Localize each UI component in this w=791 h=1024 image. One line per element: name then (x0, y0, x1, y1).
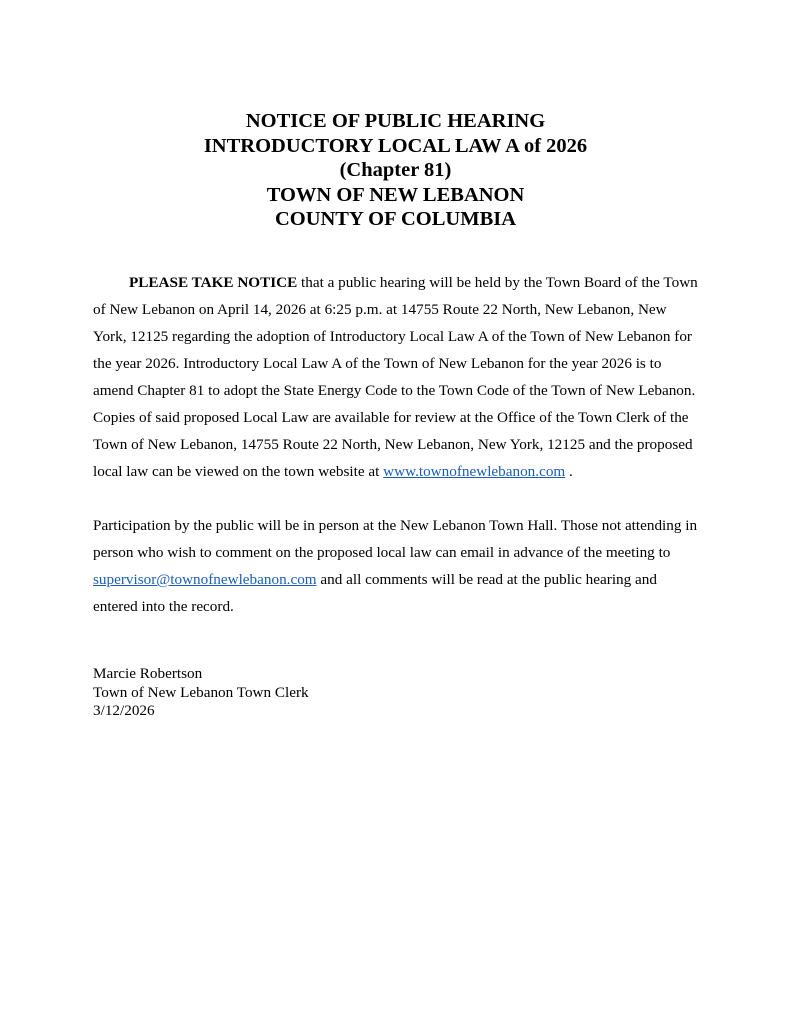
notice-body (93, 269, 703, 620)
notice-lead: PLEASE TAKE NOTICE (129, 274, 298, 291)
signature-block (93, 665, 309, 721)
paragraph-spacer (93, 485, 703, 512)
clerk-name: Marcie Robertson (93, 665, 203, 682)
copies-text: Copies of said proposed Local Law are available for review at the Office of the Town Clerk of the Town of New Lebanon, 14755 Route 22 North, New Lebanon, New York, 12125 and the proposed local law can be viewed on the town website at (93, 409, 693, 480)
participation-text-end: and all comments will be read at the public hearing and entered into the record. (93, 571, 657, 615)
title-line-chapter: (Chapter 81) (339, 159, 452, 181)
title-line-town: TOWN OF NEW LEBANON (266, 183, 525, 206)
participation-text-start: Participation by the public will be in person at the New Lebanon Town Hall. Those not attending in person who wish to comment on the proposed local law can email in advance of the meeting to (93, 517, 698, 561)
title-line-county: COUNTY OF COLUMBIA (274, 208, 517, 230)
copies-after: . (565, 463, 573, 480)
supervisor-email-link[interactable]: supervisor@townofnewlebanon.com (93, 571, 317, 588)
notice-date: 3/12/2026 (93, 702, 155, 719)
notice-paragraph (93, 269, 703, 404)
town-website-link[interactable]: www.townofnewlebanon.com (383, 463, 566, 480)
title-line-notice: NOTICE OF PUBLIC HEARING (245, 110, 546, 132)
title-line-local-law: INTRODUCTORY LOCAL LAW A of 2026 (203, 134, 588, 157)
notice-title (0, 109, 791, 232)
participation-paragraph (93, 512, 703, 620)
copies-paragraph (93, 404, 703, 485)
notice-text: that a public hearing will be held by the Town Board of the Town of New Lebanon on April 14, 2026 at 6:25 p.m. at 14755 Route 22 North, New Lebanon, New York, 12125 regarding the adoption of Introductory Local Law A of the Town of New Lebanon for the year 2026. Introductory Local Law A of the Town of New Lebanon for the year 2026 is to amend Chapter 81 to adopt the State Energy Code to the Town Code of the Town of New Lebanon. (93, 274, 698, 399)
clerk-title: Town of New Lebanon Town Clerk (93, 683, 309, 701)
